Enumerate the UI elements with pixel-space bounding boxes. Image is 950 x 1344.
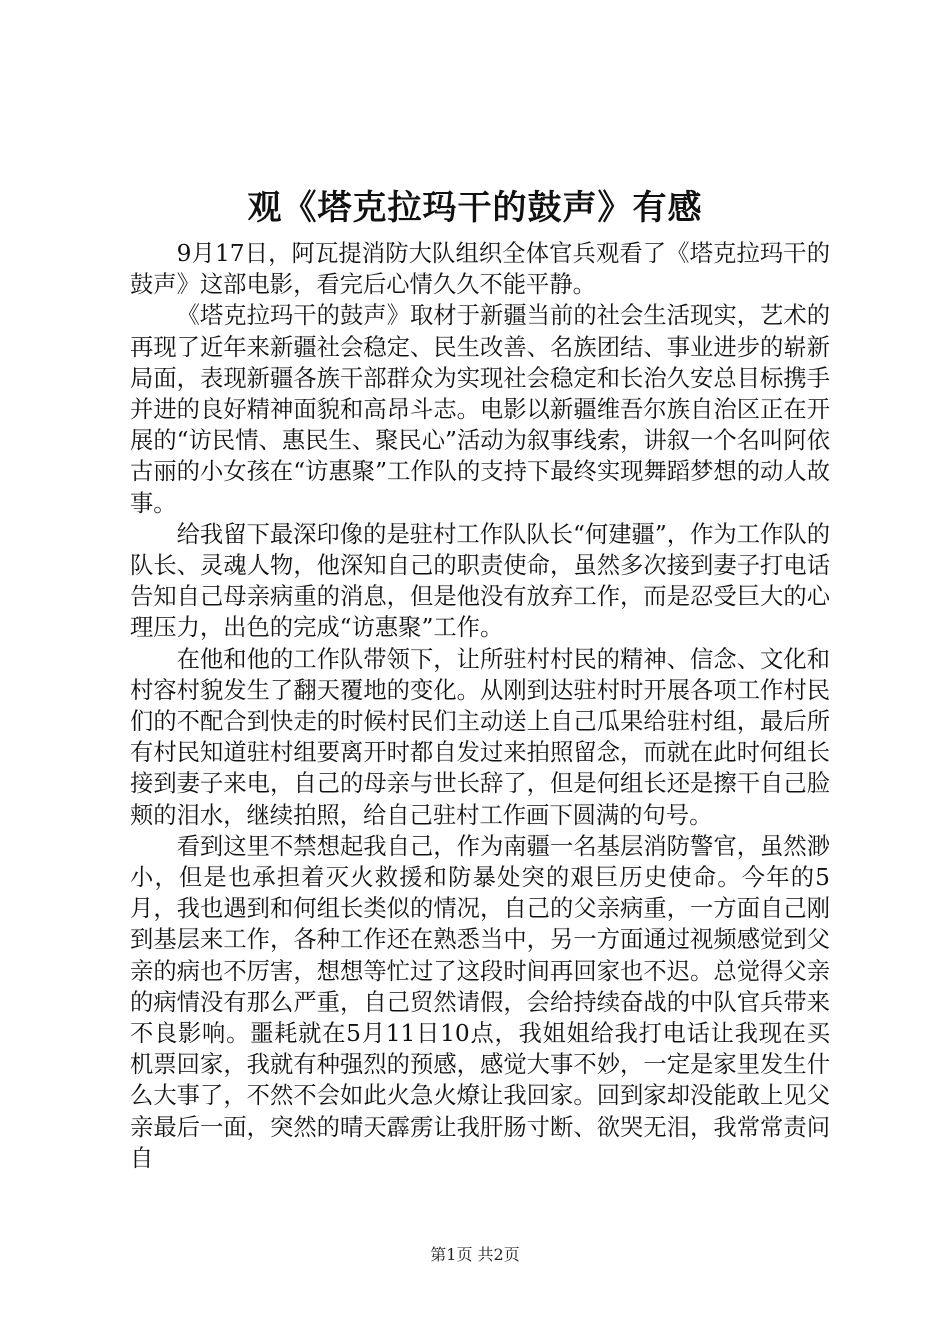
paragraph: 看到这里不禁想起我自己，作为南疆一名基层消防警官，虽然渺小，但是也承担着灭火救援和防暴处突的艰巨历史使命。今年的5月，我也遇到和何组长类似的情况，自己的父亲病重，一方面自己刚到基层来工作，各种工作还在熟悉当中，另一方面通过视频感觉到父亲的病也不厉害，想想等忙过了这段时间再回家也不迟。总觉得父亲的病情没有那么严重，自己贸然请假，会给持续奋战的中队官兵带来不良影响。噩耗就在5月11日10点，我姐姐给我打电话让我现在买机票回家，我就有种强烈的预感，感觉大事不妙，一定是家里发生什么大事了，不然不会如此火急火燎让我回家。回到家却没能敢上见父亲最后一面，突然的晴天霹雳让我肝肠寸断、欲哭无泪，我常常责问自: [130, 832, 830, 1172]
paragraph: 给我留下最深印像的是驻村工作队队长“何建疆”，作为工作队的队长、灵魂人物，他深知自己的职责使命，虽然多次接到妻子打电话告知自己母亲病重的消息，但是他没有放弃工作，而是忍受巨大的心理压力，出色的完成“访惠聚”工作。: [130, 520, 830, 642]
paragraph: 9月17日，阿瓦提消防大队组织全体官兵观看了《塔克拉玛干的鼓声》这部电影，看完后心情久久不能平静。: [130, 240, 830, 299]
document-body: [130, 238, 830, 1174]
page-number-footer: 第1页 共2页: [430, 1245, 520, 1264]
page-title: 观《塔克拉玛干的鼓声》有感: [247, 188, 703, 228]
paragraph: 在他和他的工作队带领下，让所驻村村民的精神、信念、文化和村容村貌发生了翻天覆地的变化。从刚到达驻村时开展各项工作村民们的不配合到快走的时候村民们主动送上自己瓜果给驻村组，最后所有村民知道驻村组要离开时都自发过来拍照留念，而就在此时何组长接到妻子来电，自己的母亲与世长辞了，但是何组长还是擦干自己脸颊的泪水，继续拍照，给自己驻村工作画下圆满的句号。: [130, 645, 830, 829]
paragraph: 《塔克拉玛干的鼓声》取材于新疆当前的社会生活现实，艺术的再现了近年来新疆社会稳定、民生改善、名族团结、事业进步的崭新局面，表现新疆各族干部群众为实现社会稳定和长治久安总目标携手并进的良好精神面貌和高昂斗志。电影以新疆维吾尔族自治区正在开展的“访民情、惠民生、聚民心”活动为叙事线索，讲叙一个名叫阿依古丽的小女孩在“访惠聚”工作队的支持下最终实现舞蹈梦想的动人故事。: [130, 302, 830, 517]
